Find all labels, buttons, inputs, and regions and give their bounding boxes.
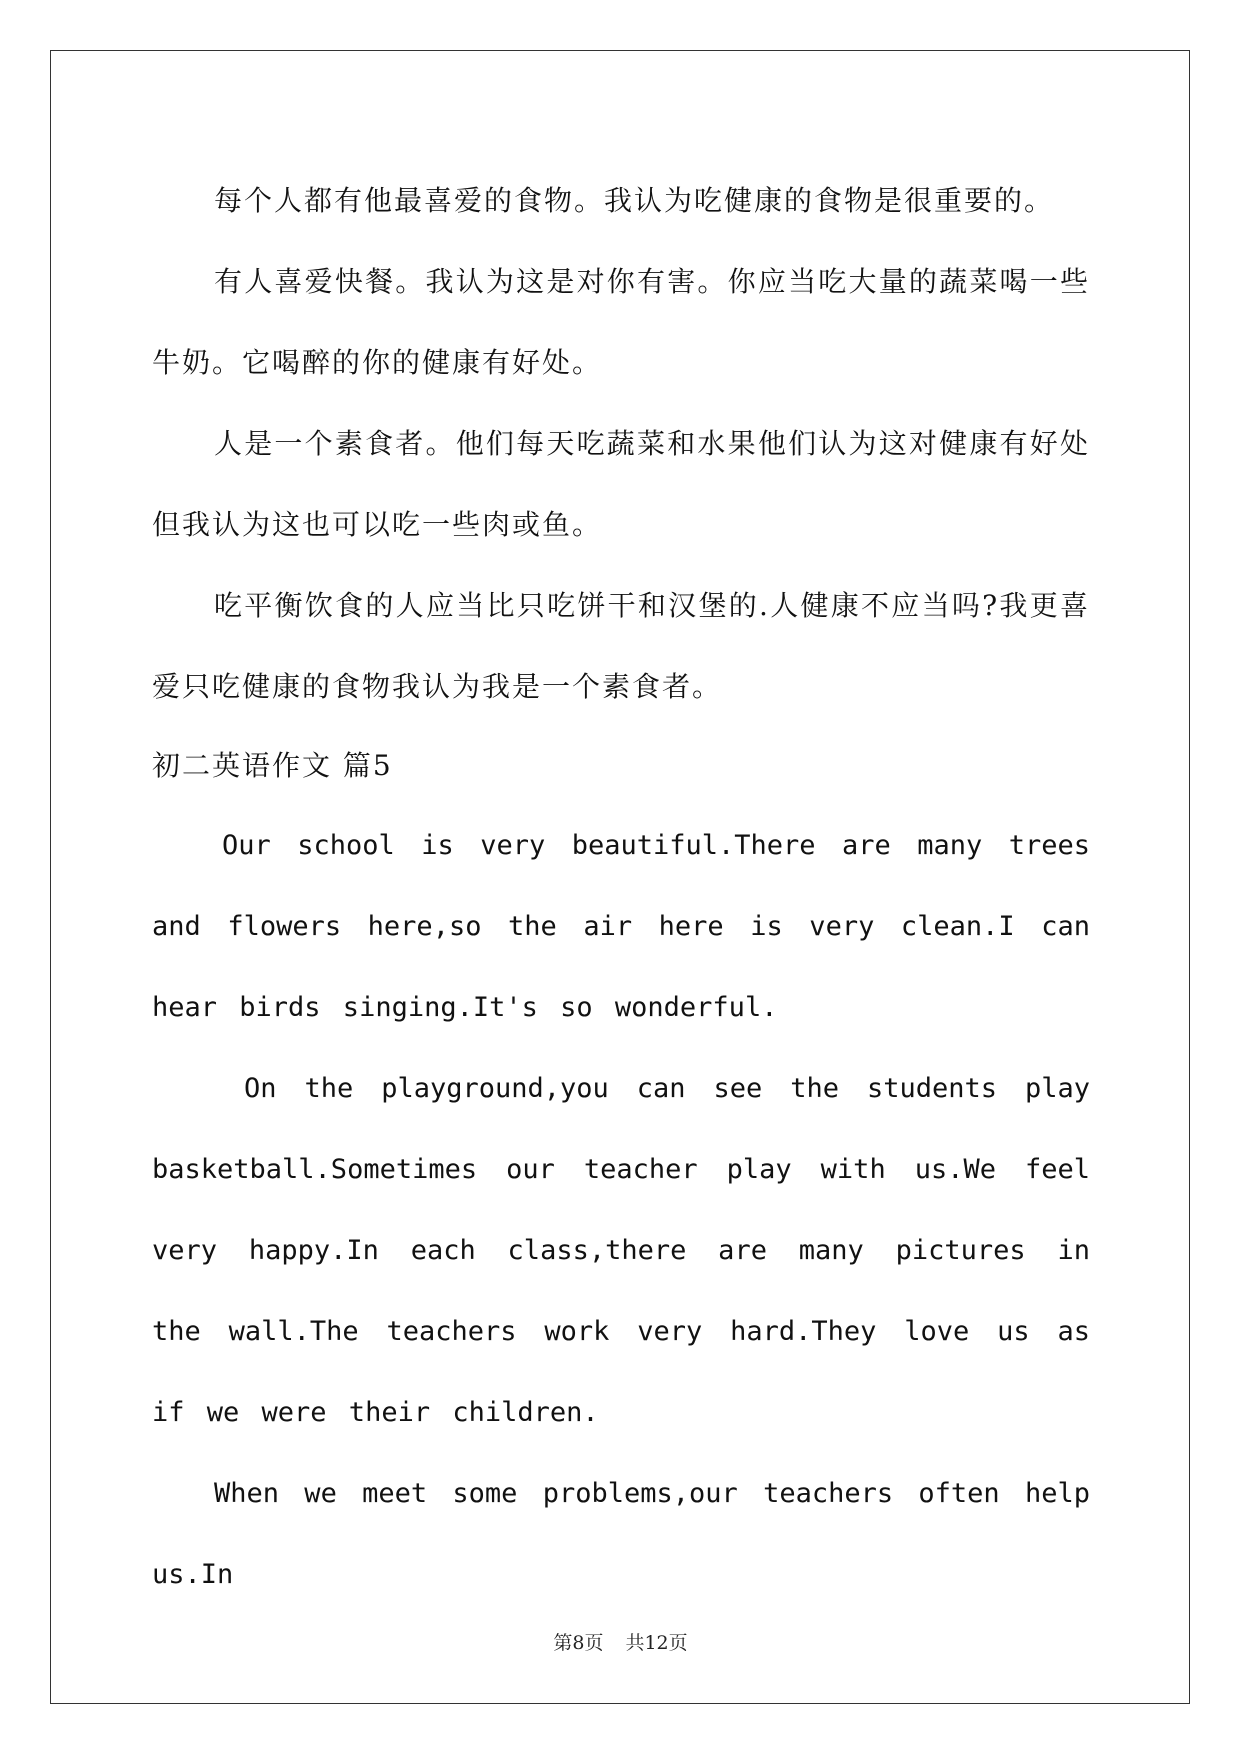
paragraph-cn-2: 有人喜爱快餐。我认为这是对你有害。你应当吃大量的蔬菜喝一些牛奶。它喝醉的你的健康有好处。 bbox=[152, 265, 1090, 379]
section-heading: 初二英语作文 篇5 bbox=[152, 749, 393, 782]
page-footer bbox=[0, 1628, 1241, 1655]
page-number: 第8页 bbox=[553, 1632, 604, 1654]
paragraph-en-2: On the playground,you can see the students play basketball.Sometimes our teacher play with us.We feel very happy.In each class,there are many pictures in the wall.The teachers work very hard.They love us as if we were their children. bbox=[152, 1073, 1090, 1428]
paragraph-en-3: When we meet some problems,our teachers often help us.In bbox=[152, 1478, 1090, 1590]
paragraph-cn-3: 人是一个素食者。他们每天吃蔬菜和水果他们认为这对健康有好处但我认为这也可以吃一些肉或鱼。 bbox=[152, 427, 1090, 541]
paragraph-cn-4: 吃平衡饮食的人应当比只吃饼干和汉堡的.人健康不应当吗?我更喜爱只吃健康的食物我认为我是一个素食者。 bbox=[152, 589, 1090, 703]
page-total: 共12页 bbox=[625, 1632, 688, 1654]
paragraph-en-1: Our school is very beautiful.There are many trees and flowers here,so the air here is very clean.I can hear birds singing.It's so wonderful. bbox=[152, 830, 1090, 1023]
paragraph-cn-1: 每个人都有他最喜爱的食物。我认为吃健康的食物是很重要的。 bbox=[214, 184, 1055, 217]
document-body bbox=[152, 160, 1090, 1615]
